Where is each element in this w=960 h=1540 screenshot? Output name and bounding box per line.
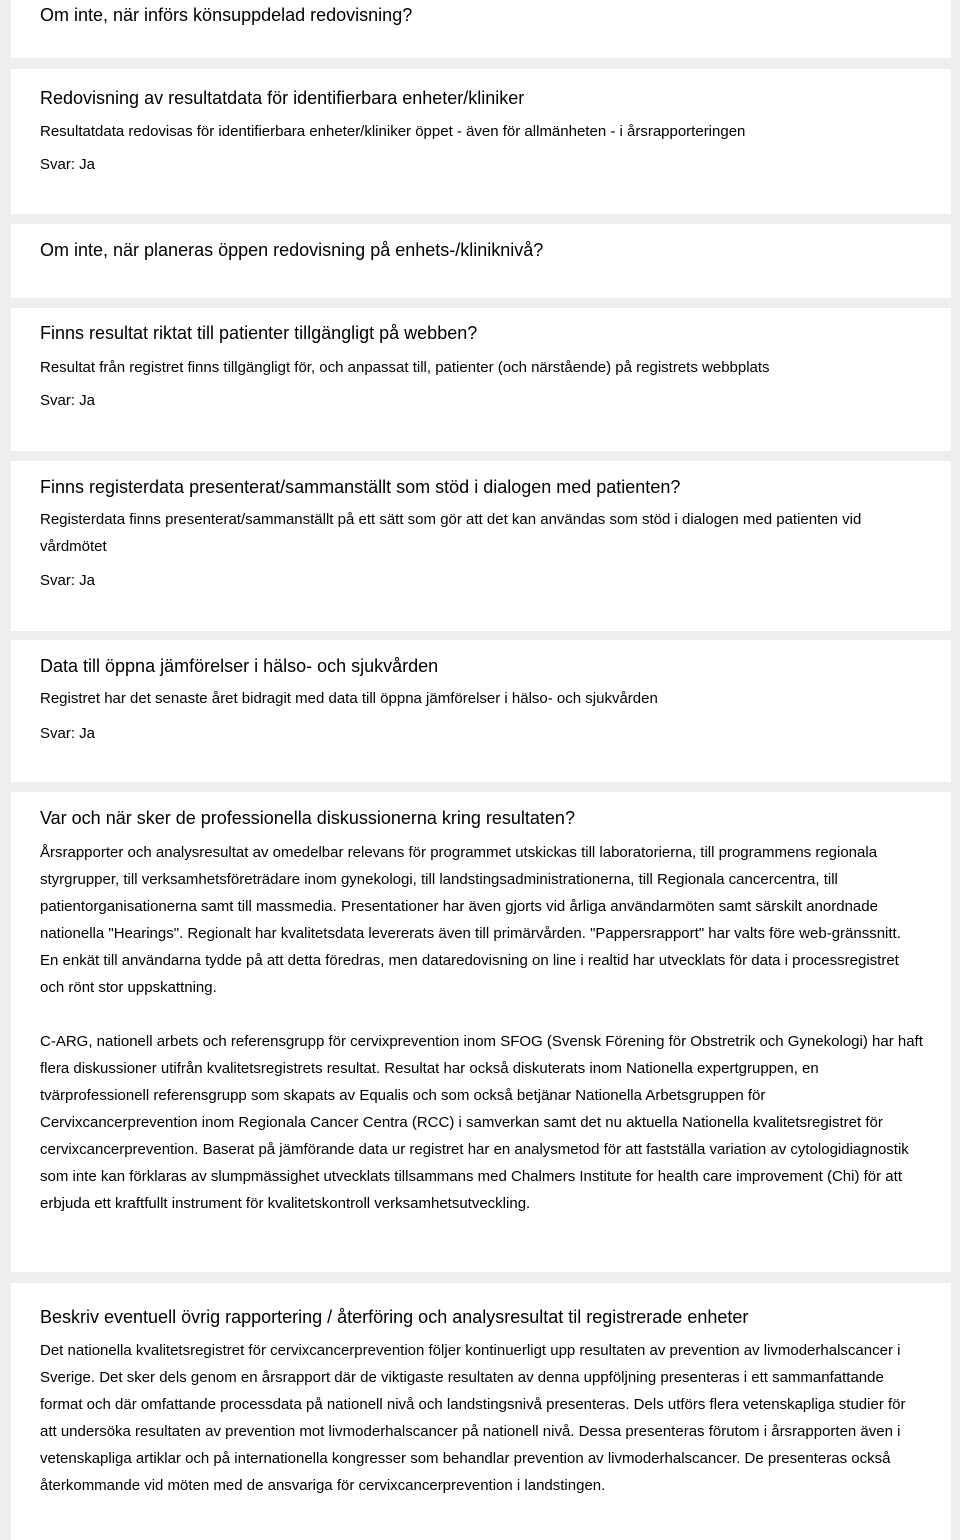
question-description: Resultat från registret finns tillgängligt för, och anpassat till, patienter (och närstående) på registrets webbplats — [40, 359, 770, 376]
question-heading: Finns resultat riktat till patienter tillgängligt på webben? — [40, 323, 478, 343]
section-card — [11, 1283, 951, 1540]
section-card — [11, 224, 951, 298]
body-paragraph: Årsrapporter och analysresultat av omedelbar relevans för programmet utskickas till laboratorierna, till programmens regionala styrgrupper, till verksamhetsföreträdare inom gynekologi, till landstingsadministrationerna, till Regionala cancercentra, till patientorganisationerna samt till massmedia. Presentationer har även gjorts vid årliga användarmöten samt särskilt anordnade nationella "Hearings". Regionalt har kvalitetsdata levererats även till primärvården. "Pappersrapport" har valts före web-gränssnitt. En enkät till användarna tydde på att detta föredras, men dataredovisning on line i realtid har utvecklats för data i processregistret och rönt stor uppskattning. — [40, 844, 901, 996]
section-card — [11, 69, 951, 214]
question-description: Resultatdata redovisas för identifierbara enheter/kliniker öppet - även för allmänheten - i årsrapporteringen — [40, 123, 746, 140]
body-paragraph: C-ARG, nationell arbets och referensgrupp för cervixprevention inom SFOG (Svensk Förening för Obstretrik och Gynekologi) har haft flera diskussioner utifrån kvalitetsregistrets resultat. Resultat har också diskuterats inom Nationella expertgruppen, en tvärprofessionell referensgrupp som skapats av Equalis och som också betjänar Nationella Arbetsgruppen för Cervixcancerprevention inom Regionala Cancer Centra (RCC) i samverkan samt det nu aktuella Nationella kvalitetsregistret för cervixcancerprevention. Baserat på jämförande data ur registret har en analysmetod för att fastställa variation av cytologidiagnostik som inte kan förklaras av slumpmässighet utvecklats tillsammans med Chalmers Institute for health care improvement (Chi) för att erbjuda ett kraftfullt instrument för kvalitetskontroll verksamhetsutveckling. — [40, 1033, 923, 1212]
question-heading: Var och när sker de professionella diskussionerna kring resultaten? — [40, 808, 575, 828]
question-heading: Om inte, när införs könsuppdelad redovisning? — [40, 5, 413, 25]
answer-text: Svar: Ja — [40, 392, 96, 409]
section-card — [11, 640, 951, 782]
section-card — [11, 461, 951, 631]
question-heading: Beskriv eventuell övrig rapportering / återföring och analysresultat til registrerade enheter — [40, 1307, 749, 1327]
question-heading: Redovisning av resultatdata för identifierbara enheter/kliniker — [40, 88, 525, 108]
question-heading: Data till öppna jämförelser i hälso- och sjukvården — [40, 656, 439, 676]
answer-text: Svar: Ja — [40, 156, 96, 173]
question-heading: Om inte, när planeras öppen redovisning på enhets-/kliniknivå? — [40, 240, 544, 260]
question-heading: Finns registerdata presenterat/sammanställt som stöd i dialogen med patienten? — [40, 477, 681, 497]
section-card — [11, 308, 951, 451]
answer-text: Svar: Ja — [40, 725, 96, 742]
question-description: Registret har det senaste året bidragit med data till öppna jämförelser i hälso- och sjukvården — [40, 690, 658, 707]
body-paragraph: Det nationella kvalitetsregistret för cervixcancerprevention följer kontinuerligt upp resultaten av prevention av livmoderhalscancer i Sverige. Det sker dels genom en årsrapport där de viktigaste resultaten av denna uppföljning presenteras i ett sammanfattande format och där omfattande processdata på nationell nivå och landstingsnivå presenteras. Dels utförs flera vetenskapliga studier för att undersöka resultaten av prevention mot livmoderhalscancer på nationell nivå. Dessa presenteras förutom i årsrapporten även i vetenskapliga artiklar och på internationella kongresser som behandlar prevention av livmoderhalscancer. De presenteras också återkommande vid möten med de ansvariga för cervixcancerprevention i landstingen. — [40, 1342, 906, 1494]
question-description: Registerdata finns presenterat/sammanställt på ett sätt som gör att det kan användas som stöd i dialogen med patienten vid vårdmötet — [40, 511, 862, 555]
section-card — [11, 792, 951, 1272]
answer-text: Svar: Ja — [40, 572, 96, 589]
section-card — [11, 0, 951, 58]
